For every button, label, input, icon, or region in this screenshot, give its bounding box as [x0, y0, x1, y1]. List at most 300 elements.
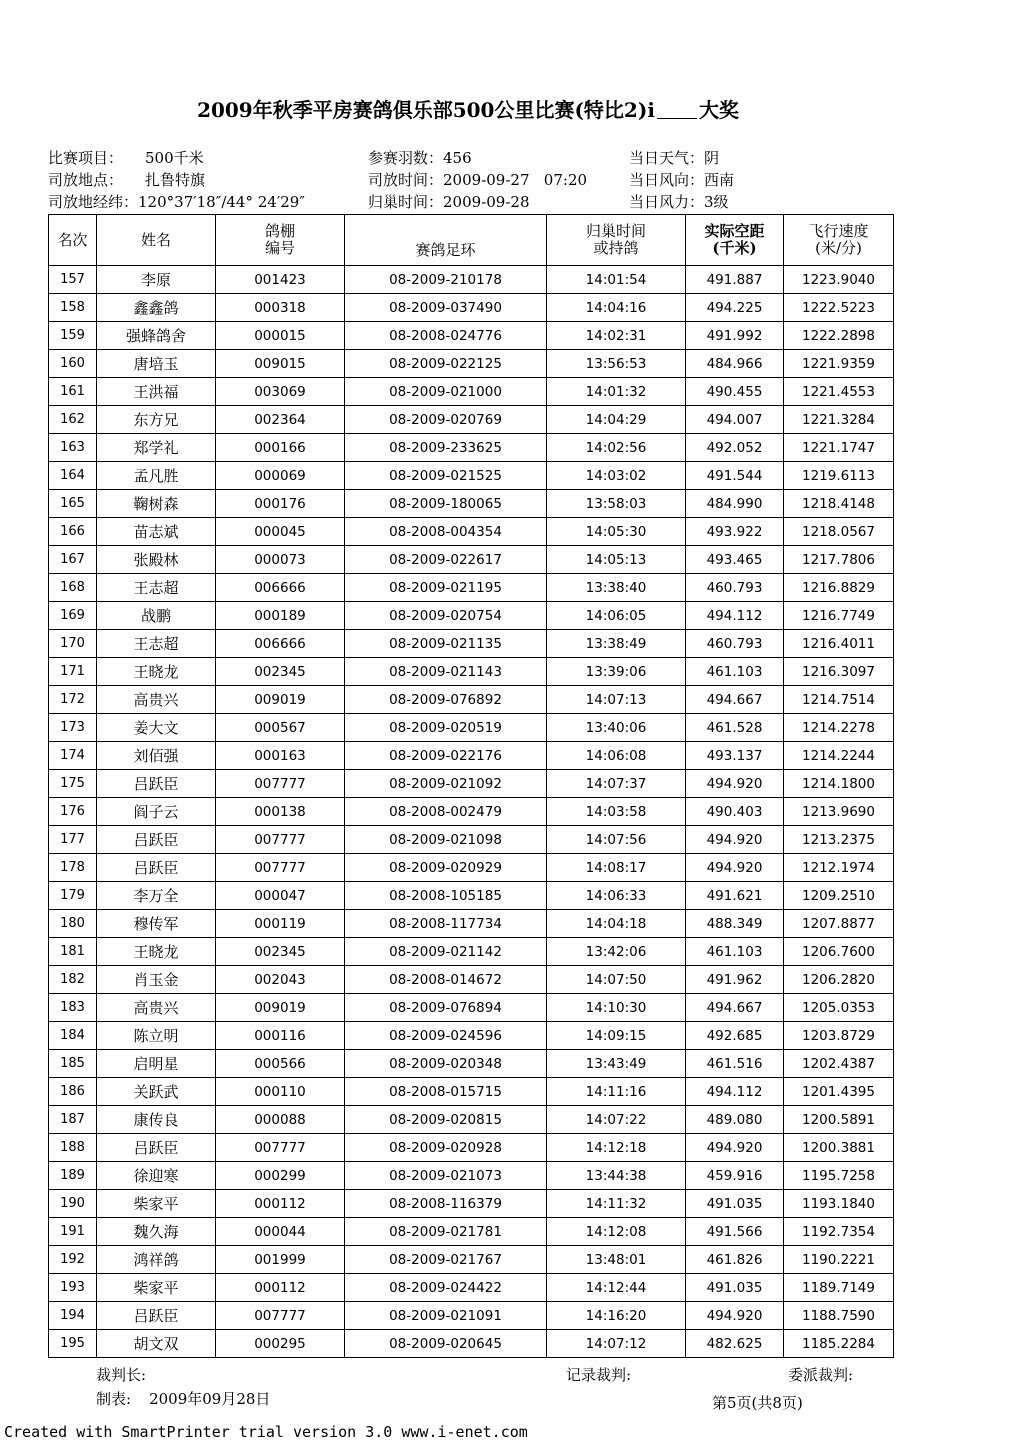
table-row: [49, 1330, 894, 1358]
cell-speed: 1209.2510: [784, 882, 894, 910]
cell-ring: 08-2008-105185: [345, 882, 547, 910]
cell-distance: 461.103: [686, 938, 784, 966]
cell-distance: 494.920: [686, 1134, 784, 1162]
cell-return-time: 13:58:03: [547, 490, 686, 518]
cell-rank: 189: [49, 1162, 97, 1190]
header-return-time: 归巢时间 或持鸽: [547, 215, 686, 266]
cell-distance: 484.966: [686, 350, 784, 378]
cell-name: 战鹏: [97, 602, 216, 630]
cell-ring: 08-2009-021135: [345, 630, 547, 658]
cell-return-time: 14:03:58: [547, 798, 686, 826]
cell-name: 鑫鑫鸽: [97, 294, 216, 322]
cell-rank: 158: [49, 294, 97, 322]
table-row: [49, 938, 894, 966]
cell-loft: 000189: [216, 602, 345, 630]
footer-page-number: 第5页(共8页): [712, 1394, 803, 1412]
title-blank-line: [657, 100, 697, 119]
header-loft: 鸽棚 编号: [216, 215, 345, 266]
cell-rank: 164: [49, 462, 97, 490]
cell-rank: 175: [49, 770, 97, 798]
cell-name: 高贵兴: [97, 686, 216, 714]
cell-rank: 176: [49, 798, 97, 826]
table-row: [49, 378, 894, 406]
cell-rank: 161: [49, 378, 97, 406]
cell-distance: 494.112: [686, 1078, 784, 1106]
cell-name: 刘佰强: [97, 742, 216, 770]
results-table: [48, 214, 894, 1358]
footer-chief-judge: 裁判长:: [96, 1366, 147, 1384]
table-row: [49, 1022, 894, 1050]
cell-distance: 489.080: [686, 1106, 784, 1134]
cell-rank: 183: [49, 994, 97, 1022]
cell-distance: 459.916: [686, 1162, 784, 1190]
cell-distance: 491.035: [686, 1190, 784, 1218]
cell-ring: 08-2009-021092: [345, 770, 547, 798]
cell-name: 胡文双: [97, 1330, 216, 1358]
table-header-row: [49, 215, 894, 266]
cell-rank: 170: [49, 630, 97, 658]
cell-return-time: 14:08:17: [547, 854, 686, 882]
cell-ring: 08-2008-116379: [345, 1190, 547, 1218]
table-row: [49, 406, 894, 434]
cell-loft: 000318: [216, 294, 345, 322]
cell-distance: 491.887: [686, 266, 784, 294]
cell-speed: 1218.0567: [784, 518, 894, 546]
cell-return-time: 13:56:53: [547, 350, 686, 378]
cell-return-time: 13:40:06: [547, 714, 686, 742]
cell-name: 东方兄: [97, 406, 216, 434]
cell-return-time: 14:12:44: [547, 1274, 686, 1302]
cell-ring: 08-2009-076894: [345, 994, 547, 1022]
cell-rank: 181: [49, 938, 97, 966]
cell-speed: 1200.3881: [784, 1134, 894, 1162]
cell-return-time: 13:48:01: [547, 1246, 686, 1274]
cell-ring: 08-2009-021195: [345, 574, 547, 602]
cell-loft: 000295: [216, 1330, 345, 1358]
cell-loft: 000044: [216, 1218, 345, 1246]
cell-loft: 000112: [216, 1274, 345, 1302]
cell-name: 唐培玉: [97, 350, 216, 378]
cell-return-time: 14:01:32: [547, 378, 686, 406]
cell-name: 强蜂鸽舍: [97, 322, 216, 350]
cell-rank: 178: [49, 854, 97, 882]
cell-speed: 1221.1747: [784, 434, 894, 462]
cell-loft: 006666: [216, 574, 345, 602]
cell-rank: 184: [49, 1022, 97, 1050]
cell-speed: 1206.7600: [784, 938, 894, 966]
cell-name: 吕跃臣: [97, 770, 216, 798]
cell-name: 康传良: [97, 1106, 216, 1134]
cell-distance: 488.349: [686, 910, 784, 938]
cell-loft: 000566: [216, 1050, 345, 1078]
footer-tabulated: 制表: 2009年09月28日: [96, 1390, 271, 1408]
cell-rank: 193: [49, 1274, 97, 1302]
cell-return-time: 14:05:13: [547, 546, 686, 574]
cell-distance: 461.528: [686, 714, 784, 742]
cell-name: 阎子云: [97, 798, 216, 826]
table-row: [49, 966, 894, 994]
cell-distance: 491.566: [686, 1218, 784, 1246]
table-row: [49, 1274, 894, 1302]
cell-ring: 08-2008-004354: [345, 518, 547, 546]
cell-name: 穆传军: [97, 910, 216, 938]
cell-ring: 08-2009-210178: [345, 266, 547, 294]
table-row: [49, 994, 894, 1022]
info-entries: 参赛羽数：456: [368, 149, 472, 167]
cell-loft: 009019: [216, 994, 345, 1022]
cell-return-time: 13:38:49: [547, 630, 686, 658]
cell-return-time: 14:16:20: [547, 1302, 686, 1330]
cell-distance: 460.793: [686, 574, 784, 602]
cell-rank: 165: [49, 490, 97, 518]
table-row: [49, 462, 894, 490]
cell-distance: 491.544: [686, 462, 784, 490]
cell-loft: 001999: [216, 1246, 345, 1274]
cell-name: 吕跃臣: [97, 854, 216, 882]
cell-return-time: 14:01:54: [547, 266, 686, 294]
cell-speed: 1207.8877: [784, 910, 894, 938]
cell-name: 柴家平: [97, 1274, 216, 1302]
cell-loft: 000119: [216, 910, 345, 938]
info-return-time: 归巢时间：2009-09-28: [368, 193, 530, 211]
cell-ring: 08-2009-022176: [345, 742, 547, 770]
cell-ring: 08-2009-020519: [345, 714, 547, 742]
header-ring: 赛鸽足环: [345, 215, 547, 266]
cell-speed: 1218.4148: [784, 490, 894, 518]
table-row: [49, 714, 894, 742]
cell-name: 郑学礼: [97, 434, 216, 462]
cell-return-time: 14:02:56: [547, 434, 686, 462]
cell-name: 孟凡胜: [97, 462, 216, 490]
cell-loft: 000166: [216, 434, 345, 462]
cell-return-time: 14:07:22: [547, 1106, 686, 1134]
info-release-site: 司放地点： 扎鲁特旗: [48, 171, 206, 189]
cell-distance: 491.035: [686, 1274, 784, 1302]
cell-ring: 08-2009-024422: [345, 1274, 547, 1302]
cell-return-time: 14:06:08: [547, 742, 686, 770]
title-tail: 大奖: [698, 98, 739, 122]
cell-loft: 000116: [216, 1022, 345, 1050]
trial-credit-text: Created with SmartPrinter trial version 3.0 www.i-enet.com: [4, 1423, 528, 1441]
cell-speed: 1214.2278: [784, 714, 894, 742]
table-row: [49, 798, 894, 826]
cell-speed: 1213.2375: [784, 826, 894, 854]
cell-name: 王洪福: [97, 378, 216, 406]
info-coordinates: 司放地经纬：120°37′18″/44° 24′29″: [48, 193, 305, 211]
table-row: [49, 1106, 894, 1134]
cell-ring: 08-2009-022617: [345, 546, 547, 574]
cell-rank: 166: [49, 518, 97, 546]
cell-rank: 188: [49, 1134, 97, 1162]
cell-rank: 157: [49, 266, 97, 294]
cell-rank: 168: [49, 574, 97, 602]
cell-name: 鞠树森: [97, 490, 216, 518]
cell-distance: 493.137: [686, 742, 784, 770]
cell-name: 苗志斌: [97, 518, 216, 546]
cell-name: 高贵兴: [97, 994, 216, 1022]
cell-speed: 1216.3097: [784, 658, 894, 686]
cell-rank: 172: [49, 686, 97, 714]
table-row: [49, 630, 894, 658]
cell-name: 徐迎寒: [97, 1162, 216, 1190]
cell-speed: 1206.2820: [784, 966, 894, 994]
cell-ring: 08-2009-024596: [345, 1022, 547, 1050]
cell-speed: 1193.1840: [784, 1190, 894, 1218]
cell-loft: 002345: [216, 658, 345, 686]
cell-loft: 006666: [216, 630, 345, 658]
cell-loft: 007777: [216, 854, 345, 882]
cell-rank: 190: [49, 1190, 97, 1218]
cell-speed: 1222.2898: [784, 322, 894, 350]
cell-distance: 494.920: [686, 826, 784, 854]
cell-speed: 1216.8829: [784, 574, 894, 602]
table-row: [49, 1078, 894, 1106]
table-row: [49, 826, 894, 854]
cell-loft: 007777: [216, 770, 345, 798]
cell-loft: 000047: [216, 882, 345, 910]
table-row: [49, 1162, 894, 1190]
cell-rank: 159: [49, 322, 97, 350]
cell-loft: 000112: [216, 1190, 345, 1218]
cell-ring: 08-2009-021091: [345, 1302, 547, 1330]
page-title: [0, 94, 936, 123]
cell-rank: 174: [49, 742, 97, 770]
cell-name: 吕跃臣: [97, 826, 216, 854]
cell-ring: 08-2008-014672: [345, 966, 547, 994]
cell-speed: 1195.7258: [784, 1162, 894, 1190]
cell-name: 李原: [97, 266, 216, 294]
cell-ring: 08-2009-021767: [345, 1246, 547, 1274]
cell-speed: 1214.2244: [784, 742, 894, 770]
table-row: [49, 686, 894, 714]
cell-return-time: 14:10:30: [547, 994, 686, 1022]
cell-speed: 1201.4395: [784, 1078, 894, 1106]
table-row: [49, 322, 894, 350]
cell-ring: 08-2008-117734: [345, 910, 547, 938]
cell-loft: 000567: [216, 714, 345, 742]
cell-distance: 492.052: [686, 434, 784, 462]
table-row: [49, 546, 894, 574]
cell-return-time: 13:39:06: [547, 658, 686, 686]
table-row: [49, 770, 894, 798]
cell-loft: 000299: [216, 1162, 345, 1190]
cell-distance: 482.625: [686, 1330, 784, 1358]
cell-return-time: 14:07:13: [547, 686, 686, 714]
cell-name: 王志超: [97, 630, 216, 658]
cell-distance: 493.465: [686, 546, 784, 574]
cell-speed: 1212.1974: [784, 854, 894, 882]
cell-return-time: 14:11:16: [547, 1078, 686, 1106]
table-row: [49, 1050, 894, 1078]
cell-return-time: 14:09:15: [547, 1022, 686, 1050]
cell-distance: 461.516: [686, 1050, 784, 1078]
cell-rank: 191: [49, 1218, 97, 1246]
info-release-time: 司放时间：2009-09-27 07:20: [368, 171, 588, 189]
cell-distance: 484.990: [686, 490, 784, 518]
cell-return-time: 14:11:32: [547, 1190, 686, 1218]
cell-return-time: 14:03:02: [547, 462, 686, 490]
footer-record-judge: 记录裁判:: [566, 1366, 632, 1384]
cell-return-time: 13:44:38: [547, 1162, 686, 1190]
cell-loft: 002364: [216, 406, 345, 434]
table-row: [49, 1302, 894, 1330]
cell-speed: 1214.1800: [784, 770, 894, 798]
cell-distance: 492.685: [686, 1022, 784, 1050]
cell-return-time: 14:04:16: [547, 294, 686, 322]
cell-speed: 1216.4011: [784, 630, 894, 658]
cell-rank: 162: [49, 406, 97, 434]
table-row: [49, 882, 894, 910]
cell-distance: 494.225: [686, 294, 784, 322]
table-row: [49, 1190, 894, 1218]
title-glyph: i: [647, 98, 655, 122]
table-row: [49, 658, 894, 686]
cell-return-time: 13:38:40: [547, 574, 686, 602]
cell-speed: 1221.4553: [784, 378, 894, 406]
cell-ring: 08-2009-020929: [345, 854, 547, 882]
cell-rank: 192: [49, 1246, 97, 1274]
cell-ring: 08-2009-076892: [345, 686, 547, 714]
table-row: [49, 602, 894, 630]
footer-assigned-judge: 委派裁判:: [788, 1366, 854, 1384]
cell-loft: 002345: [216, 938, 345, 966]
cell-return-time: 13:42:06: [547, 938, 686, 966]
cell-return-time: 14:05:30: [547, 518, 686, 546]
cell-name: 王晓龙: [97, 938, 216, 966]
table-row: [49, 574, 894, 602]
cell-name: 王志超: [97, 574, 216, 602]
header-speed: 飞行速度 (米/分): [784, 215, 894, 266]
cell-speed: 1214.7514: [784, 686, 894, 714]
cell-speed: 1202.4387: [784, 1050, 894, 1078]
cell-name: 李万全: [97, 882, 216, 910]
cell-name: 启明星: [97, 1050, 216, 1078]
cell-rank: 169: [49, 602, 97, 630]
cell-distance: 494.007: [686, 406, 784, 434]
cell-speed: 1223.9040: [784, 266, 894, 294]
cell-return-time: 14:06:33: [547, 882, 686, 910]
cell-distance: 491.962: [686, 966, 784, 994]
cell-rank: 179: [49, 882, 97, 910]
cell-loft: 000110: [216, 1078, 345, 1106]
cell-return-time: 14:12:18: [547, 1134, 686, 1162]
cell-ring: 08-2009-020928: [345, 1134, 547, 1162]
cell-return-time: 14:04:18: [547, 910, 686, 938]
cell-rank: 182: [49, 966, 97, 994]
cell-speed: 1216.7749: [784, 602, 894, 630]
title-main: 2009年秋季平房赛鸽俱乐部500公里比赛(特比2): [197, 98, 648, 122]
cell-ring: 08-2008-002479: [345, 798, 547, 826]
cell-ring: 08-2009-020754: [345, 602, 547, 630]
cell-rank: 173: [49, 714, 97, 742]
cell-distance: 494.112: [686, 602, 784, 630]
cell-name: 柴家平: [97, 1190, 216, 1218]
table-row: [49, 1134, 894, 1162]
cell-name: 姜大文: [97, 714, 216, 742]
cell-speed: 1188.7590: [784, 1302, 894, 1330]
cell-speed: 1190.2221: [784, 1246, 894, 1274]
cell-name: 鸿祥鸽: [97, 1246, 216, 1274]
cell-loft: 009015: [216, 350, 345, 378]
cell-ring: 08-2009-233625: [345, 434, 547, 462]
cell-ring: 08-2009-020645: [345, 1330, 547, 1358]
cell-speed: 1192.7354: [784, 1218, 894, 1246]
cell-speed: 1189.7149: [784, 1274, 894, 1302]
cell-ring: 08-2009-037490: [345, 294, 547, 322]
cell-ring: 08-2009-021525: [345, 462, 547, 490]
cell-loft: 000176: [216, 490, 345, 518]
table-row: [49, 1218, 894, 1246]
table-row: [49, 434, 894, 462]
cell-distance: 461.826: [686, 1246, 784, 1274]
cell-rank: 187: [49, 1106, 97, 1134]
cell-return-time: 13:43:49: [547, 1050, 686, 1078]
table-row: [49, 854, 894, 882]
cell-ring: 08-2008-015715: [345, 1078, 547, 1106]
cell-loft: 009019: [216, 686, 345, 714]
cell-name: 王晓龙: [97, 658, 216, 686]
cell-loft: 007777: [216, 826, 345, 854]
cell-return-time: 14:07:37: [547, 770, 686, 798]
cell-ring: 08-2009-021142: [345, 938, 547, 966]
info-wind-direction: 当日风向：西南: [629, 171, 735, 189]
cell-loft: 003069: [216, 378, 345, 406]
cell-loft: 000163: [216, 742, 345, 770]
cell-rank: 180: [49, 910, 97, 938]
cell-speed: 1222.5223: [784, 294, 894, 322]
cell-loft: 002043: [216, 966, 345, 994]
cell-speed: 1221.3284: [784, 406, 894, 434]
cell-rank: 186: [49, 1078, 97, 1106]
info-wind-force: 当日风力：3级: [629, 193, 729, 211]
table-row: [49, 910, 894, 938]
table-row: [49, 266, 894, 294]
cell-loft: 000073: [216, 546, 345, 574]
cell-return-time: 14:06:05: [547, 602, 686, 630]
cell-distance: 494.920: [686, 770, 784, 798]
cell-speed: 1221.9359: [784, 350, 894, 378]
cell-ring: 08-2009-021073: [345, 1162, 547, 1190]
cell-rank: 167: [49, 546, 97, 574]
cell-distance: 460.793: [686, 630, 784, 658]
cell-ring: 08-2009-020769: [345, 406, 547, 434]
info-weather: 当日天气：阴: [629, 149, 720, 167]
cell-return-time: 14:02:31: [547, 322, 686, 350]
cell-return-time: 14:04:29: [547, 406, 686, 434]
cell-name: 吕跃臣: [97, 1302, 216, 1330]
cell-name: 肖玉金: [97, 966, 216, 994]
cell-return-time: 14:07:50: [547, 966, 686, 994]
cell-name: 关跃武: [97, 1078, 216, 1106]
cell-return-time: 14:07:56: [547, 826, 686, 854]
cell-return-time: 14:07:12: [547, 1330, 686, 1358]
header-distance: 实际空距 (千米): [686, 215, 784, 266]
table-row: [49, 518, 894, 546]
cell-loft: 000138: [216, 798, 345, 826]
cell-ring: 08-2009-020348: [345, 1050, 547, 1078]
cell-ring: 08-2009-180065: [345, 490, 547, 518]
cell-rank: 160: [49, 350, 97, 378]
cell-speed: 1205.0353: [784, 994, 894, 1022]
cell-distance: 491.992: [686, 322, 784, 350]
cell-ring: 08-2009-021143: [345, 658, 547, 686]
cell-name: 魏久海: [97, 1218, 216, 1246]
cell-distance: 494.920: [686, 1302, 784, 1330]
cell-name: 陈立明: [97, 1022, 216, 1050]
cell-rank: 195: [49, 1330, 97, 1358]
cell-speed: 1217.7806: [784, 546, 894, 574]
cell-loft: 000015: [216, 322, 345, 350]
